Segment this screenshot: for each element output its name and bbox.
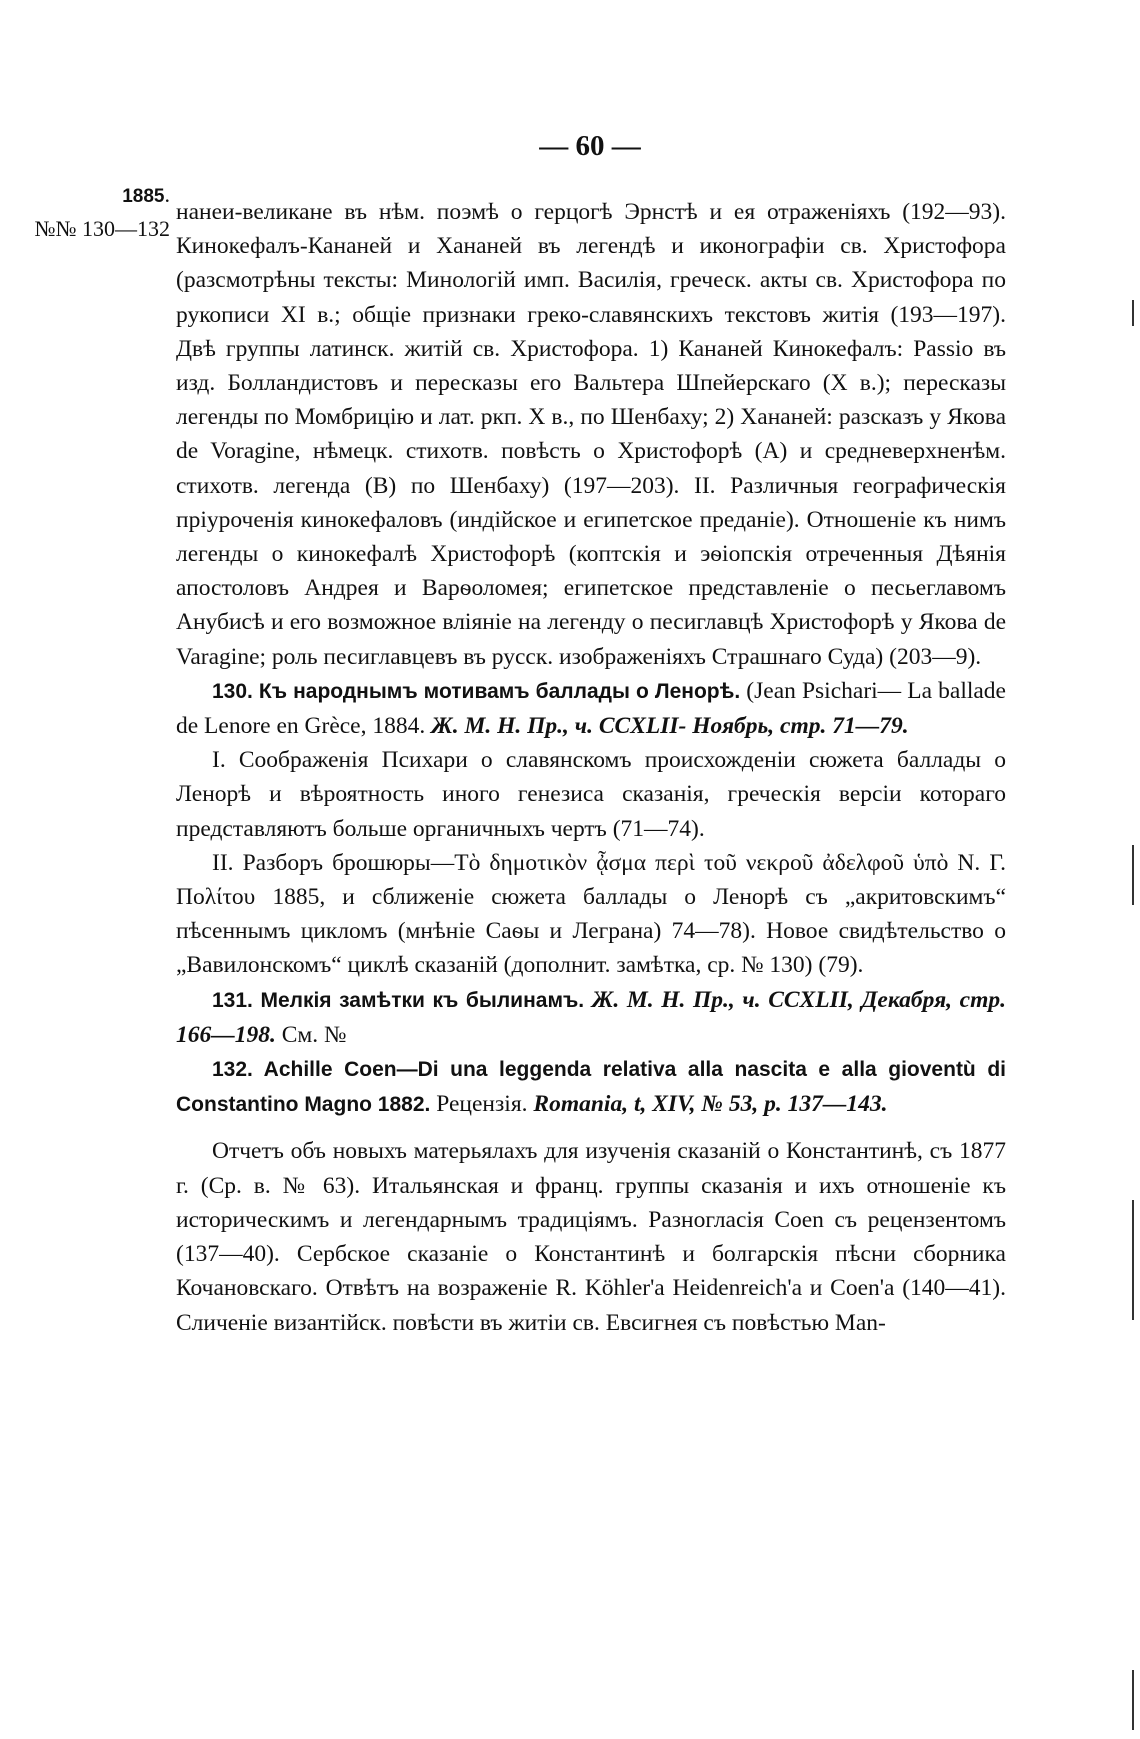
entry-131-see: См. № — [275, 1021, 347, 1048]
scan-edge-mark — [1132, 300, 1134, 326]
body-text — [176, 195, 1006, 1340]
paragraph-130-2: II. Разборъ брошюры—Τὸ δημοτικὸν ᾆσμα περὶ τοῦ νεκροῦ ἀδελφοῦ ὑπὸ Ν. Γ. Πολίτου 1885, и сближеніе сюжета баллады о Ленорѣ съ „акритовскимъ“ пѣсеннымъ цикломъ (мнѣніе Саѳы и Леграна) 74—78). Новое свидѣтельство о „Вавилонскомъ“ циклѣ сказаній (дополнит. замѣтка, ср. № 130) (79). — [176, 849, 1006, 979]
entry-132-type: Рецензія. — [430, 1091, 534, 1118]
margin-year: 1885. — [122, 182, 170, 207]
margin-range: №№ 130—132 — [34, 216, 170, 241]
entry-132 — [176, 1052, 1006, 1122]
paragraph-intro: нанеи-великане въ нѣм. поэмѣ о герцогѣ Эрнстѣ и ея отраженіяхъ (192—93). Кинокефалъ-Кананей и Хананей въ легендѣ и иконографіи св. Христофора (разсмотрѣны тексты: Минологій имп. Василія, греческ. акты св. Христофора по рукописи XI в.; общіе признаки греко-славянскихъ текстовъ житія (193—197). Двѣ группы латинск. житій св. Христофора. 1) Кананей Кинокефалъ: Passio въ изд. Болландистовъ и пересказы его Вальтера Шпейерскаго (X в.); пересказы легенды по Момбрицію и лат. ркп. X в., по Шенбаху; 2) Хананей: разсказъ у Якова de Voragine, нѣмецк. стихотв. повѣсть о Христофорѣ (A) и средневерхненѣм. стихотв. легенда (B) по Шенбаху) (197—203). II. Различныя географическія пріуроченія кинокефаловъ (индійское и египетское преданіе). Отношеніе къ нимъ легенды о кинокефалѣ Христофорѣ (коптскія и эѳіопскія отреченныя Дѣянія апостоловъ Андрея и Варѳоломея; египетское представленіе о песьеглавомъ Анубисѣ и его возможное вліяніе на легенду о песиглавцѣ Христофорѣ у Якова de Varagine; роль песиглавцевъ въ русск. изображеніяхъ Страшнаго Суда) (203—9). — [176, 199, 1006, 670]
scan-edge-mark — [1132, 1200, 1134, 1320]
entry-131-title: 131. Мелкія замѣтки къ былинамъ. — [212, 988, 585, 1012]
entry-131-ref: Ж. М. Н. Пр., ч. CCXLII, Декабря, стр. 166—198. — [176, 986, 1007, 1048]
margin-year-text: 1885 — [122, 186, 165, 207]
entry-131 — [176, 983, 1006, 1052]
entry-132-ref: Romania, t, XIV, № 53, p. 137—143. — [533, 1091, 888, 1118]
entry-130-title: 130. Къ народнымъ мотивамъ баллады о Ленорѣ. — [212, 679, 741, 703]
entry-132-title: 132. Achille Coen—Di una leggenda relativa alla nascita e alla gioventù di Constantino Magno 1882. — [176, 1058, 1006, 1117]
paragraph-130-1: I. Соображенія Психари о славянскомъ происхожденіи сюжета баллады о Ленорѣ и вѣроятность иного генезиса сказанія, греческія версіи котораго представляютъ больше органичныхъ чертъ (71—74). — [176, 747, 1006, 842]
entry-130-ref: Ж. М. Н. Пр., ч. CCXLII- Ноябрь, стр. 71—79. — [431, 713, 909, 740]
scan-edge-mark — [1132, 845, 1134, 905]
entry-130 — [176, 674, 1006, 743]
paragraph-132: Отчетъ объ новыхъ матерьялахъ для изученія сказаній о Константинѣ, съ 1877 г. (Ср. в. № 63). Итальянская и франц. группы сказанія и ихъ отношеніе къ историческимъ и легендарнымъ традиціямъ. Разногласія Coen съ рецензентомъ (137—40). Сербское сказаніе о Константинѣ и болгарскія пѣсни сборника Кочановскаго. Отвѣтъ на возраженіе R. Köhler'a Heidenreich'a и Coen'a (140—41). Сличеніе византійск. повѣсти въ житіи св. Евсигнея съ повѣстью Man- — [176, 1138, 1006, 1336]
scan-edge-mark — [1132, 1670, 1134, 1730]
page-number: — 60 — — [539, 130, 641, 162]
entry-130-source: (Jean Psichari— La ballade de Lenore en Grèce, 1884. — [176, 677, 1006, 740]
